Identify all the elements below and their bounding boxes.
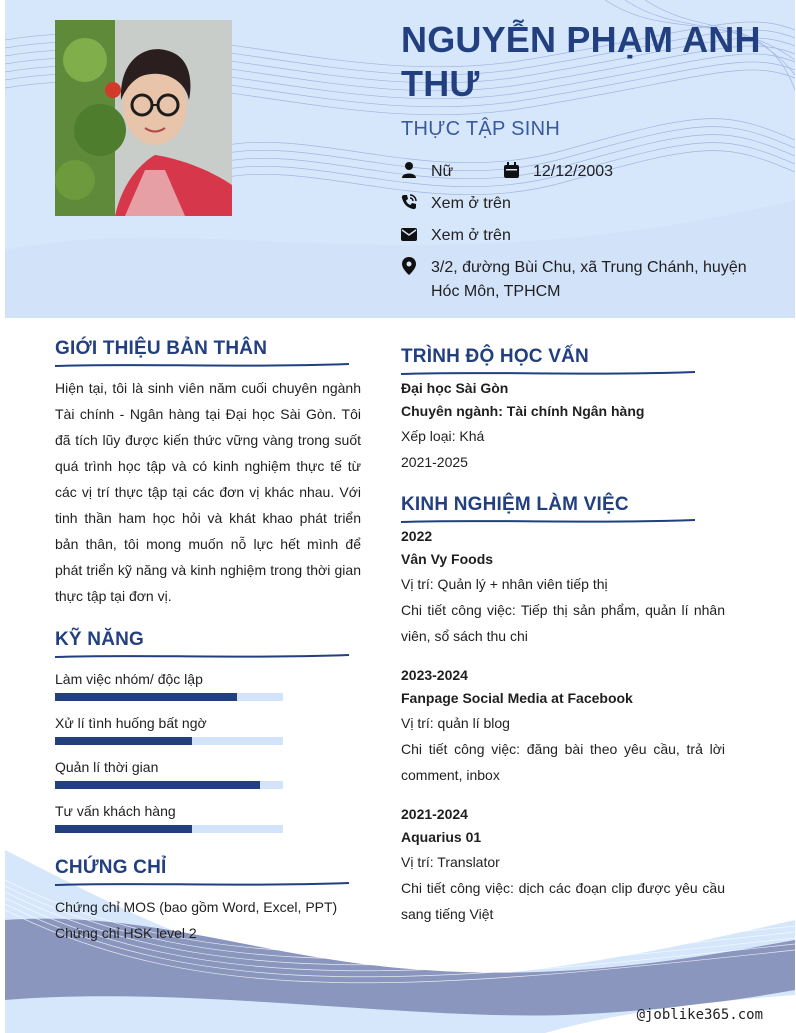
skill-item [55, 670, 283, 701]
resume-page [5, 0, 795, 1033]
experience-details: Chi tiết công việc: dịch các đoạn clip được yêu cầu sang tiếng Việt [401, 880, 725, 922]
resume-header [5, 0, 795, 318]
experience-underline [401, 517, 695, 525]
skill-level-fill [55, 825, 192, 833]
experience-details: Chi tiết công việc: Tiếp thị sản phẩm, quản lí nhân viên, sổ sách thu chi [401, 602, 725, 644]
skill-level-fill [55, 781, 260, 789]
profile-photo [55, 20, 232, 216]
user-icon [401, 161, 417, 179]
gender-row [401, 160, 453, 184]
phone-value: Xem ở trên [431, 195, 511, 212]
experience-period: 2022 [401, 528, 433, 544]
skill-level-bar [55, 781, 283, 789]
skill-label: Xử lí tình huống bất ngờ [55, 715, 207, 731]
skill-item [55, 758, 283, 789]
certificates-title: CHỨNG CHỈ [55, 857, 167, 878]
footer-brand: @joblike365.com [636, 1007, 763, 1023]
education-major: Chuyên ngành: Tài chính Ngân hàng [401, 403, 645, 419]
birthday-row [503, 160, 613, 184]
experience-company: Fanpage Social Media at Facebook [401, 690, 633, 706]
email-value: Xem ở trên [431, 227, 511, 244]
job-title: THỰC TẬP SINH [401, 118, 561, 140]
education-title: TRÌNH ĐỘ HỌC VẤN [401, 346, 589, 367]
email-icon [401, 225, 417, 243]
education-block [401, 377, 725, 475]
skill-label: Tư vấn khách hàng [55, 803, 176, 819]
experience-details: Chi tiết công việc: đăng bài theo yêu cầu, trả lời comment, inbox [401, 741, 725, 783]
address-row [401, 256, 751, 304]
birthday-value: 12/12/2003 [533, 163, 614, 180]
skill-label: Quản lí thời gian [55, 759, 159, 775]
candidate-name: NGUYỄN PHẠM ANH THƯ [401, 19, 761, 104]
certificate-item: Chứng chỉ HSK level 2 [55, 925, 197, 941]
location-icon [401, 257, 417, 275]
experience-company: Vân Vy Foods [401, 551, 494, 567]
skill-label: Làm việc nhóm/ độc lập [55, 671, 203, 687]
experience-item [401, 664, 725, 788]
experience-item [401, 803, 725, 927]
education-period: 2021-2025 [401, 454, 468, 470]
about-title: GIỚI THIỆU BẢN THÂN [55, 338, 268, 359]
about-text: Hiện tại, tôi là sinh viên năm cuối chuyên ngành Tài chính - Ngân hàng tại Đại học Sài Gòn. Tôi đã tích lũy được kiến thức vững vàng trong suốt quá trình học tập và có kinh nghiệm thực tế từ các vị trí thực tập tại các đơn vị khác nhau. Với tinh thần ham học hỏi và khát khao phát triển bản thân, tôi mong muốn nỗ lực hết mình để phát triển kỹ năng và kinh nghiệm trong thời gian thực tập tại đơn vị. [55, 380, 361, 604]
experience-title: KINH NGHIỆM LÀM VIỆC [401, 494, 629, 515]
skills-underline [55, 652, 349, 660]
certificates-underline [55, 880, 349, 888]
skill-item [55, 714, 283, 745]
skill-level-bar [55, 693, 283, 701]
skill-level-fill [55, 737, 192, 745]
email-row [401, 224, 511, 248]
experience-period: 2021-2024 [401, 806, 468, 822]
education-school: Đại học Sài Gòn [401, 380, 509, 396]
experience-position: Vị trí: Quản lý + nhân viên tiếp thị [401, 576, 608, 592]
phone-row [401, 192, 511, 216]
skill-level-bar [55, 737, 283, 745]
phone-icon [401, 193, 417, 211]
address-value: 3/2, đường Bùi Chu, xã Trung Chánh, huyện Hóc Môn, TPHCM [431, 259, 747, 300]
skill-level-bar [55, 825, 283, 833]
experience-period: 2023-2024 [401, 667, 468, 683]
skill-level-fill [55, 693, 237, 701]
experience-position: Vị trí: quản lí blog [401, 715, 510, 731]
experience-company: Aquarius 01 [401, 829, 482, 845]
education-grade: Xếp loại: Khá [401, 428, 485, 444]
about-underline [55, 361, 349, 369]
experience-position: Vị trí: Translator [401, 854, 500, 870]
education-underline [401, 369, 695, 377]
gender-value: Nữ [431, 163, 454, 180]
experience-item [401, 525, 725, 649]
skills-title: KỸ NĂNG [55, 629, 145, 650]
skill-item [55, 802, 283, 833]
calendar-icon [503, 161, 519, 179]
certificate-item: Chứng chỉ MOS (bao gồm Word, Excel, PPT) [55, 899, 338, 915]
